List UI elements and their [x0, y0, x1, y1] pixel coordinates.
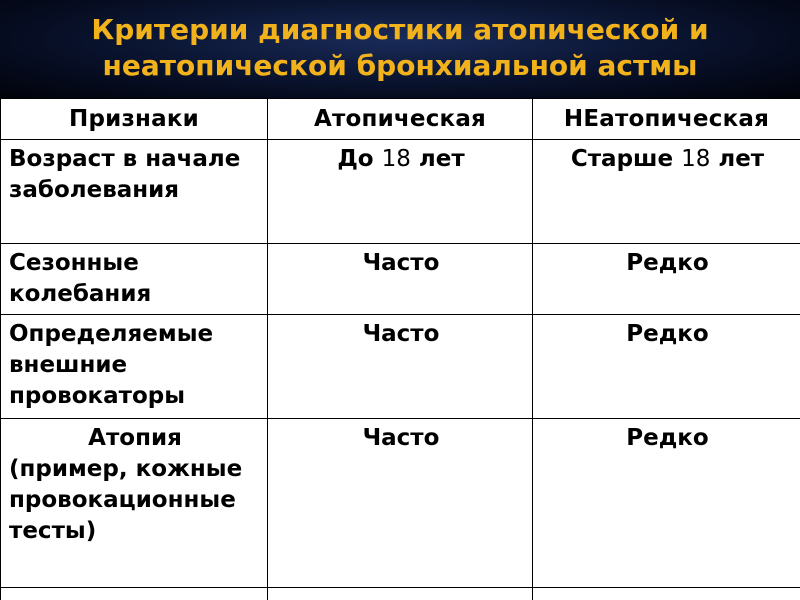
- cell-nonatopic: [533, 140, 800, 244]
- cell-nonatopic-partial: [533, 588, 800, 600]
- cell-atopic-number: 18: [381, 146, 411, 172]
- cell-nonatopic-suffix: лет: [710, 146, 765, 172]
- cell-nonatopic: Редко: [533, 419, 800, 588]
- criteria-table: [0, 98, 800, 600]
- table-row-partial: [1, 588, 800, 600]
- cell-sign-head: Атопия: [88, 425, 182, 451]
- cell-nonatopic-prefix: Старше: [570, 146, 682, 172]
- cell-atopic: Часто: [268, 419, 533, 588]
- title-bar: [0, 0, 800, 98]
- cell-sign: Сезонные колебания: [1, 244, 268, 315]
- cell-sign: Возраст в начале заболевания: [1, 140, 268, 244]
- table-row: [1, 140, 800, 244]
- table-header-row: [1, 99, 800, 140]
- cell-nonatopic: Редко: [533, 315, 800, 419]
- cell-nonatopic: Редко: [533, 244, 800, 315]
- cell-atopic: [268, 140, 533, 244]
- slide-title-line-2: неатопической бронхиальной астмы: [102, 49, 698, 82]
- cell-atopic: Часто: [268, 244, 533, 315]
- cell-sign: Определяемые внешние провокаторы: [1, 315, 268, 419]
- table-row: [1, 419, 800, 588]
- cell-sign-rest: (пример, кожные провокационные тесты): [9, 456, 243, 544]
- column-header-signs: Признаки: [1, 99, 268, 140]
- table-row: [1, 315, 800, 419]
- cell-sign: [1, 419, 268, 588]
- cell-atopic-prefix: До: [337, 146, 382, 172]
- slide-title-line-1: Критерии диагностики атопической и: [91, 13, 709, 46]
- cell-atopic-partial: [268, 588, 533, 600]
- table-row: [1, 244, 800, 315]
- cell-sign-partial: [1, 588, 268, 600]
- cell-atopic: Часто: [268, 315, 533, 419]
- column-header-atopic: Атопическая: [268, 99, 533, 140]
- column-header-nonatopic: НЕатопическая: [533, 99, 800, 140]
- cell-atopic-suffix: лет: [410, 146, 465, 172]
- slide-title: [0, 12, 800, 84]
- cell-nonatopic-number: 18: [681, 146, 711, 172]
